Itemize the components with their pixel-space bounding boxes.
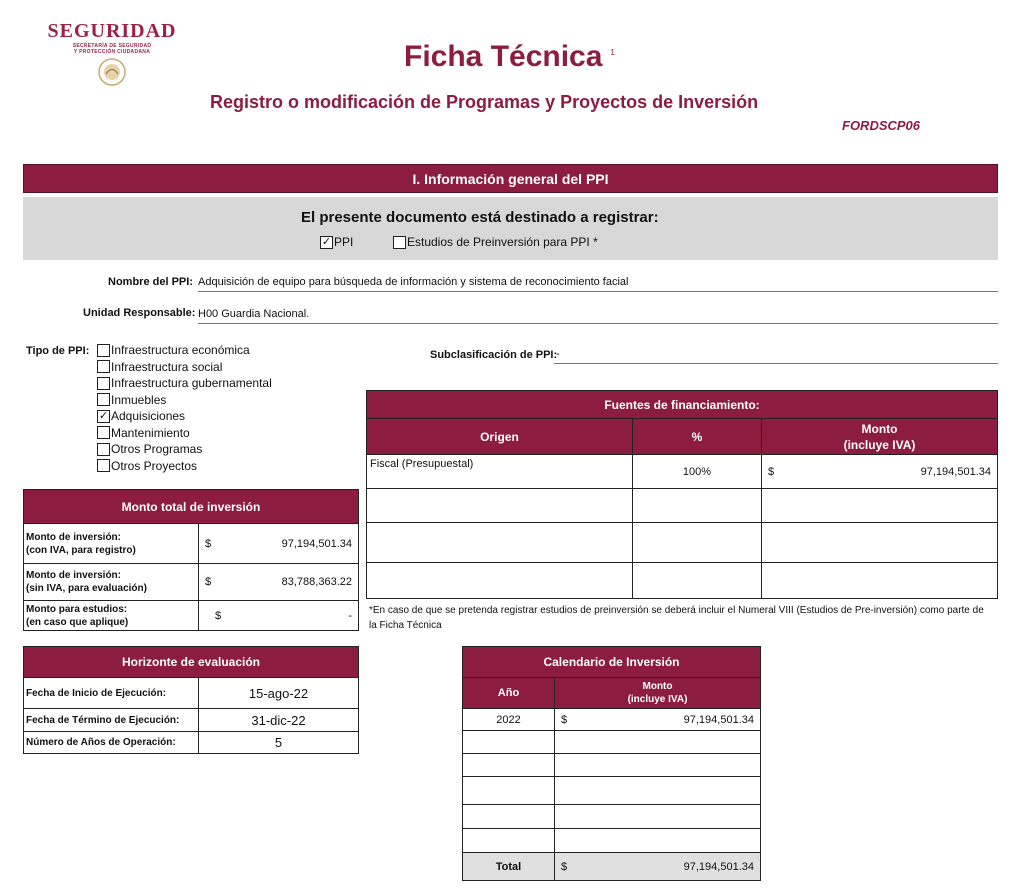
checkbox[interactable] bbox=[97, 377, 110, 390]
monto-total-title: Monto total de inversión bbox=[24, 490, 359, 524]
subclasificacion-field[interactable] bbox=[554, 348, 998, 364]
destined-text: El presente documento está destinado a registrar: bbox=[301, 209, 659, 226]
monto-value-cell bbox=[199, 524, 359, 564]
ppi-checkbox[interactable]: ✓ bbox=[321, 236, 332, 249]
monto-label-cell bbox=[24, 564, 199, 601]
option-ppi-label: PPI bbox=[334, 235, 354, 249]
registration-type-panel bbox=[23, 197, 998, 260]
tipo-option-infra-social[interactable] bbox=[97, 359, 272, 376]
horizonte-value: 31-dic-22 bbox=[199, 709, 359, 732]
col-monto bbox=[762, 419, 998, 455]
amount: 97,194,501.34 bbox=[920, 465, 991, 478]
option-preinversion[interactable] bbox=[393, 235, 598, 249]
fuentes-title: Fuentes de financiamiento: bbox=[367, 391, 998, 419]
option-label: Infraestructura económica bbox=[111, 343, 250, 358]
amount: 97,194,501.34 bbox=[683, 713, 754, 726]
tipo-option-adquisiciones[interactable] bbox=[97, 408, 272, 425]
nombre-ppi-label: Nombre del PPI: bbox=[108, 276, 193, 288]
page-subtitle: Registro o modificación de Programas y Proyectos de Inversión bbox=[210, 92, 759, 112]
horizonte-value: 5 bbox=[199, 732, 359, 754]
logo-wordmark: SEGURIDAD bbox=[47, 20, 177, 42]
nombre-ppi-field[interactable] bbox=[198, 276, 998, 292]
unidad-label: Unidad Responsable: bbox=[83, 307, 196, 319]
title-footnote: 1 bbox=[610, 48, 615, 57]
tipo-ppi-list bbox=[97, 342, 272, 474]
tipo-option-infra-economica[interactable] bbox=[97, 342, 272, 359]
section-1-header bbox=[23, 164, 998, 193]
checkbox[interactable] bbox=[97, 443, 110, 456]
row-label-2: (con IVA, para registro) bbox=[26, 544, 136, 556]
monto-label-cell bbox=[24, 601, 199, 631]
table-row bbox=[367, 563, 998, 599]
checkbox[interactable] bbox=[97, 360, 110, 373]
currency-sign: $ bbox=[205, 537, 212, 550]
option-label: Infraestructura social bbox=[111, 359, 223, 374]
col-monto-line2: (incluye IVA) bbox=[843, 437, 916, 452]
table-row bbox=[24, 524, 359, 564]
table-row bbox=[367, 523, 998, 563]
row-label-1: Monto para estudios: bbox=[26, 603, 128, 615]
table-row bbox=[367, 455, 998, 489]
title-text: Ficha Técnica bbox=[404, 40, 603, 73]
logo-subtext-2: Y PROTECCIÓN CIUDADANA bbox=[73, 49, 151, 55]
pct-cell: 100% bbox=[633, 455, 762, 489]
row-label-2: (en caso que aplique) bbox=[26, 616, 129, 628]
table-row bbox=[367, 489, 998, 523]
col-monto-line1: Monto bbox=[861, 421, 898, 436]
option-label: Mantenimiento bbox=[111, 425, 190, 440]
col-monto-line2: (incluye IVA) bbox=[627, 694, 688, 705]
col-porcentaje: % bbox=[633, 419, 762, 455]
col-monto bbox=[555, 678, 761, 709]
amount: 83,788,363.22 bbox=[281, 576, 352, 588]
total-value bbox=[555, 853, 761, 881]
currency-sign: $ bbox=[561, 713, 568, 726]
row-label-1: Monto de inversión: bbox=[26, 531, 121, 543]
unidad-value: H00 Guardia Nacional. bbox=[198, 308, 310, 320]
horizonte-label: Fecha de Inicio de Ejecución: bbox=[24, 678, 199, 709]
option-label: Otros Programas bbox=[111, 442, 203, 457]
table-row bbox=[24, 678, 359, 709]
table-row bbox=[24, 709, 359, 732]
total-row bbox=[463, 853, 761, 881]
section-1-title: I. Información general del PPI bbox=[412, 170, 609, 187]
origen-cell: Fiscal (Presupuestal) bbox=[367, 455, 633, 489]
table-row bbox=[463, 829, 761, 853]
currency-sign: $ bbox=[768, 465, 775, 478]
amount: 97,194,501.34 bbox=[281, 537, 352, 550]
unidad-field[interactable] bbox=[198, 308, 998, 324]
checkbox[interactable] bbox=[97, 344, 110, 357]
fuentes-table bbox=[366, 390, 998, 599]
horizonte-value: 15-ago-22 bbox=[199, 678, 359, 709]
subclasificacion-label: Subclasificación de PPI: bbox=[430, 349, 558, 361]
table-row bbox=[463, 754, 761, 777]
horizonte-table bbox=[23, 646, 359, 754]
amount: 97,194,501.34 bbox=[683, 860, 754, 873]
tipo-option-otros-proyectos[interactable] bbox=[97, 458, 272, 475]
option-label: Otros Proyectos bbox=[111, 458, 198, 473]
logo bbox=[26, 20, 198, 92]
preinversion-checkbox[interactable] bbox=[393, 236, 406, 249]
currency-sign: $ bbox=[215, 609, 222, 622]
table-row bbox=[24, 564, 359, 601]
table-row bbox=[463, 709, 761, 731]
checkbox-checked[interactable]: ✓ bbox=[98, 409, 109, 422]
coat-of-arms-icon bbox=[92, 57, 132, 87]
table-row bbox=[24, 732, 359, 754]
tipo-option-inmuebles[interactable] bbox=[97, 392, 272, 409]
nombre-ppi-value: Adquisición de equipo para búsqueda de información y sistema de reconocimiento facial bbox=[198, 276, 629, 288]
col-anio: Año bbox=[463, 678, 555, 709]
amount: - bbox=[348, 609, 352, 622]
option-ppi[interactable] bbox=[320, 235, 353, 249]
tipo-option-mantenimiento[interactable] bbox=[97, 425, 272, 442]
monto-cell bbox=[762, 455, 998, 489]
currency-sign: $ bbox=[561, 860, 568, 873]
option-label: Inmuebles bbox=[111, 392, 167, 407]
col-origen: Origen bbox=[367, 419, 633, 455]
monto-value-cell bbox=[199, 564, 359, 601]
preinversion-note: *En caso de que se pretenda registrar estudios de preinversión se deberá incluir el Numeral VIII (Estudios de Pre-inversión) como parte de la Ficha Técnica bbox=[369, 605, 984, 631]
table-row bbox=[463, 731, 761, 754]
horizonte-label: Número de Años de Operación: bbox=[24, 732, 199, 754]
tipo-option-infra-gubernamental[interactable] bbox=[97, 375, 272, 392]
subclasificacion-value: - bbox=[556, 348, 560, 360]
option-label: Infraestructura gubernamental bbox=[111, 376, 272, 391]
option-label: Adquisiciones bbox=[111, 409, 186, 424]
col-monto-line1: Monto bbox=[642, 681, 673, 692]
option-preinversion-label: Estudios de Preinversión para PPI * bbox=[407, 235, 598, 249]
row-label-1: Monto de inversión: bbox=[26, 570, 121, 581]
tipo-option-otros-programas[interactable] bbox=[97, 441, 272, 458]
anio-cell: 2022 bbox=[463, 709, 555, 731]
tipo-ppi-label: Tipo de PPI: bbox=[26, 345, 90, 357]
monto-label-cell bbox=[24, 524, 199, 564]
page-title bbox=[404, 40, 615, 74]
checkbox[interactable] bbox=[97, 459, 110, 472]
row-label-2: (sin IVA, para evaluación) bbox=[26, 583, 147, 594]
monto-total-table bbox=[23, 489, 359, 631]
monto-value-cell bbox=[199, 601, 359, 631]
checkbox[interactable] bbox=[97, 393, 110, 406]
table-row bbox=[463, 777, 761, 805]
table-row bbox=[463, 805, 761, 829]
calendario-table bbox=[462, 646, 761, 881]
calendario-title: Calendario de Inversión bbox=[463, 647, 761, 678]
checkbox[interactable] bbox=[97, 426, 110, 439]
total-label: Total bbox=[463, 853, 555, 881]
horizonte-label: Fecha de Término de Ejecución: bbox=[24, 709, 199, 732]
form-code: FORDSCP06 bbox=[842, 118, 921, 133]
horizonte-title: Horizonte de evaluación bbox=[24, 647, 359, 678]
currency-sign: $ bbox=[205, 576, 212, 588]
logo-subtext-1: SECRETARÍA DE SEGURIDAD bbox=[72, 43, 152, 49]
table-row bbox=[24, 601, 359, 631]
monto-cell bbox=[555, 709, 761, 731]
